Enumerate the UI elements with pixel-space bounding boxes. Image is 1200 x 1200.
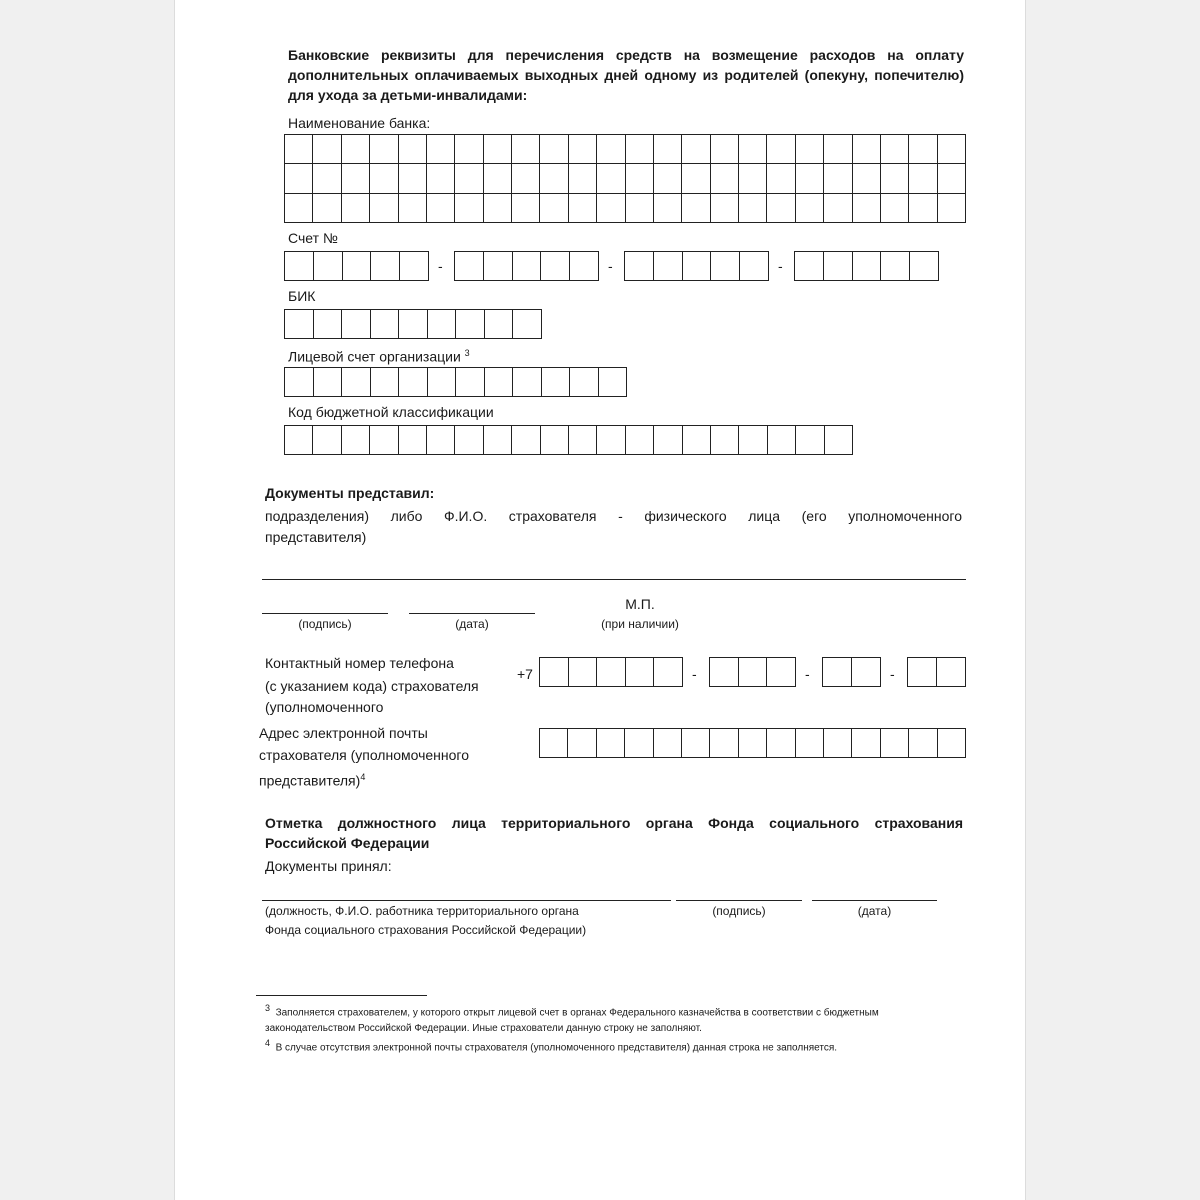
char-box[interactable]: [852, 658, 881, 687]
char-box[interactable]: [569, 194, 597, 223]
char-box[interactable]: [796, 426, 824, 455]
char-box[interactable]: [796, 135, 824, 164]
footnote-3: $^3$ Заполняется страхователем, у которого открыт лицевой счет в органах Федерального казначейства в соответствии с бюджетным законодательством Российской Федерации. Иные страхователи данную строку не заполняют.: [265, 1003, 879, 1035]
char-box[interactable]: [909, 135, 937, 164]
char-box[interactable]: [285, 164, 313, 193]
char-box[interactable]: [740, 252, 769, 281]
char-box[interactable]: [739, 194, 767, 223]
char-box[interactable]: [314, 310, 343, 339]
char-box[interactable]: [428, 310, 457, 339]
char-box[interactable]: [767, 658, 796, 687]
char-box[interactable]: [825, 426, 853, 455]
char-box[interactable]: [796, 729, 824, 758]
fss-signature-caption: (подпись): [712, 904, 766, 918]
char-box[interactable]: [654, 194, 682, 223]
char-box[interactable]: [654, 426, 682, 455]
char-box[interactable]: [455, 164, 483, 193]
char-box[interactable]: [626, 194, 654, 223]
account-dash-2: -: [608, 258, 613, 274]
char-box[interactable]: [370, 135, 398, 164]
char-box[interactable]: [625, 252, 654, 281]
char-box[interactable]: [512, 426, 540, 455]
submitter-signature-caption: (подпись): [298, 617, 352, 631]
char-box[interactable]: [682, 164, 710, 193]
fss-date-caption: (дата): [857, 904, 892, 918]
char-box[interactable]: [313, 135, 341, 164]
char-box[interactable]: [599, 368, 628, 397]
char-box[interactable]: [796, 194, 824, 223]
email-label-line-3: представителя)$^4$: [259, 772, 366, 789]
char-box[interactable]: [570, 368, 599, 397]
char-box[interactable]: [540, 164, 568, 193]
char-box[interactable]: [711, 164, 739, 193]
char-box[interactable]: [428, 368, 457, 397]
char-box[interactable]: [768, 426, 796, 455]
footnote-4-ref: 4: [360, 772, 366, 782]
account-dash-1: -: [438, 258, 443, 274]
char-box[interactable]: [683, 426, 711, 455]
char-box[interactable]: [540, 194, 568, 223]
char-box[interactable]: [399, 135, 427, 164]
char-box[interactable]: [400, 252, 429, 281]
char-box[interactable]: [285, 426, 313, 455]
char-box[interactable]: [371, 252, 400, 281]
char-box[interactable]: [285, 194, 313, 223]
char-box[interactable]: [853, 252, 882, 281]
char-box[interactable]: [767, 135, 795, 164]
char-box[interactable]: [569, 658, 598, 687]
char-box[interactable]: [370, 426, 398, 455]
char-box[interactable]: [881, 194, 909, 223]
fss-position-caption-2: Фонда социального страхования Российской Федерации): [265, 923, 587, 937]
email-label-line-2: страхователя (уполномоченного: [259, 747, 470, 763]
char-box[interactable]: [427, 164, 455, 193]
char-box[interactable]: [682, 135, 710, 164]
char-box[interactable]: [909, 729, 937, 758]
char-box[interactable]: [485, 368, 514, 397]
phone-dash-1: -: [692, 666, 697, 682]
email-grid[interactable]: [539, 728, 966, 758]
char-box[interactable]: [569, 426, 597, 455]
char-box[interactable]: [285, 368, 314, 397]
phone-part-1-grid[interactable]: [709, 657, 796, 687]
document-page: [175, 0, 1025, 1200]
char-box[interactable]: [399, 164, 427, 193]
char-box[interactable]: [824, 252, 853, 281]
char-box[interactable]: [824, 135, 852, 164]
char-box[interactable]: [513, 368, 542, 397]
char-box[interactable]: [711, 135, 739, 164]
char-box[interactable]: [626, 135, 654, 164]
phone-label-line-2: (с указанием кода) страхователя: [265, 678, 479, 694]
char-box[interactable]: [540, 135, 568, 164]
char-box[interactable]: [484, 194, 512, 223]
char-box[interactable]: [739, 426, 767, 455]
char-box[interactable]: [654, 658, 683, 687]
footnote-3-mark: 3: [265, 1003, 271, 1013]
char-box[interactable]: [455, 426, 483, 455]
bik-grid[interactable]: [284, 309, 542, 339]
char-box[interactable]: [484, 164, 512, 193]
char-box[interactable]: [484, 252, 513, 281]
char-box[interactable]: [881, 164, 909, 193]
char-box[interactable]: [767, 164, 795, 193]
char-box[interactable]: [314, 368, 343, 397]
char-box[interactable]: [824, 194, 852, 223]
char-box[interactable]: [285, 310, 314, 339]
char-box[interactable]: [597, 658, 626, 687]
char-box[interactable]: [570, 252, 599, 281]
char-box[interactable]: [342, 310, 371, 339]
bank-details-heading: Банковские реквизиты для перечисления средств на возмещение расходов на оплату дополнительных оплачиваемых выходных дней одному из родителей (опекуну, попечителю) для ухода за детьми-инвалидами:: [288, 47, 964, 103]
bank-name-label: Наименование банка:: [288, 115, 431, 131]
footnote-4-mark: 4: [265, 1038, 271, 1048]
char-box[interactable]: [313, 164, 341, 193]
char-box[interactable]: [342, 164, 370, 193]
char-box[interactable]: [767, 729, 795, 758]
char-box[interactable]: [285, 252, 314, 281]
stamp-label: М.П.: [625, 596, 655, 612]
char-box[interactable]: [711, 252, 740, 281]
char-box[interactable]: [484, 135, 512, 164]
char-box[interactable]: [853, 164, 881, 193]
phone-code-grid[interactable]: [539, 657, 683, 687]
email-label-line-1: Адрес электронной почты: [259, 725, 428, 741]
fss-signature-line[interactable]: [676, 900, 802, 901]
char-box[interactable]: [342, 135, 370, 164]
char-box[interactable]: [767, 194, 795, 223]
char-box[interactable]: [795, 252, 824, 281]
char-box[interactable]: [597, 194, 625, 223]
footnote-3-ref: 3: [464, 348, 470, 358]
char-box[interactable]: [313, 426, 341, 455]
char-box[interactable]: [626, 658, 655, 687]
char-box[interactable]: [371, 310, 400, 339]
char-box[interactable]: [541, 426, 569, 455]
personal-account-label: Лицевой счет организации $^3$: [288, 348, 470, 365]
char-box[interactable]: [823, 658, 852, 687]
char-box[interactable]: [739, 135, 767, 164]
account-number-group-3[interactable]: [624, 251, 769, 281]
phone-dash-2: -: [805, 666, 810, 682]
char-box[interactable]: [626, 426, 654, 455]
char-box[interactable]: [654, 135, 682, 164]
char-box[interactable]: [342, 194, 370, 223]
char-box[interactable]: [711, 194, 739, 223]
char-box[interactable]: [513, 252, 542, 281]
account-number-group-2[interactable]: [454, 251, 599, 281]
char-box[interactable]: [796, 164, 824, 193]
char-box[interactable]: [540, 729, 568, 758]
char-box[interactable]: [569, 164, 597, 193]
char-box[interactable]: [881, 135, 909, 164]
char-box[interactable]: [540, 658, 569, 687]
char-box[interactable]: [512, 164, 540, 193]
footnote-4: $^4$ В случае отсутствия электронной почты страхователя (уполномоченного представителя) данная строка не заполняется.: [265, 1038, 838, 1054]
char-box[interactable]: [512, 135, 540, 164]
char-box[interactable]: [342, 368, 371, 397]
phone-part-2-grid[interactable]: [822, 657, 881, 687]
char-box[interactable]: [597, 426, 625, 455]
phone-dash-3: -: [890, 666, 895, 682]
submitter-signature-line[interactable]: [262, 613, 388, 614]
bank-name-grid[interactable]: [284, 134, 966, 223]
char-box[interactable]: [597, 135, 625, 164]
char-box[interactable]: [654, 164, 682, 193]
personal-account-grid[interactable]: [284, 367, 627, 397]
char-box[interactable]: [654, 252, 683, 281]
char-box[interactable]: [625, 729, 653, 758]
phone-label-line-1: Контактный номер телефона: [265, 655, 454, 671]
budget-code-label: Код бюджетной классификации: [288, 404, 494, 420]
char-box[interactable]: [427, 194, 455, 223]
char-box[interactable]: [739, 164, 767, 193]
bik-label: БИК: [288, 288, 316, 304]
char-box[interactable]: [313, 194, 341, 223]
char-box[interactable]: [853, 135, 881, 164]
char-box[interactable]: [597, 729, 625, 758]
char-box[interactable]: [711, 426, 739, 455]
submitted-text-line-1: подразделения) либо Ф.И.О. страхователя - физического лица (его уполномоченного: [265, 508, 962, 524]
submitted-heading: Документы представил:: [265, 485, 435, 501]
char-box[interactable]: [938, 135, 966, 164]
fss-date-line[interactable]: [812, 900, 937, 901]
char-box[interactable]: [938, 164, 966, 193]
char-box[interactable]: [626, 164, 654, 193]
char-box[interactable]: [513, 310, 542, 339]
account-number-group-1[interactable]: [284, 251, 429, 281]
submitted-text-line-2: представителя): [265, 529, 367, 545]
char-box[interactable]: [710, 729, 738, 758]
char-box[interactable]: [910, 252, 939, 281]
char-box[interactable]: [456, 310, 485, 339]
account-number-group-4[interactable]: [794, 251, 939, 281]
char-box[interactable]: [427, 135, 455, 164]
char-box[interactable]: [314, 252, 343, 281]
char-box[interactable]: [569, 135, 597, 164]
submitter-name-line[interactable]: [262, 579, 966, 580]
phone-label-line-3: (уполномоченного: [265, 699, 384, 715]
char-box[interactable]: [370, 164, 398, 193]
account-dash-3: -: [778, 258, 783, 274]
char-box[interactable]: [853, 194, 881, 223]
char-box[interactable]: [399, 426, 427, 455]
char-box[interactable]: [455, 135, 483, 164]
char-box[interactable]: [682, 194, 710, 223]
char-box[interactable]: [455, 194, 483, 223]
documents-accepted-label: Документы принял:: [265, 858, 392, 874]
char-box[interactable]: [542, 368, 571, 397]
budget-code-grid[interactable]: [284, 425, 853, 455]
char-box[interactable]: [512, 194, 540, 223]
fss-heading: Отметка должностного лица территориального органа Фонда социального страхования Российской Федерации: [265, 815, 963, 851]
char-box[interactable]: [881, 252, 910, 281]
char-box[interactable]: [484, 426, 512, 455]
char-box[interactable]: [852, 729, 880, 758]
char-box[interactable]: [682, 729, 710, 758]
char-box[interactable]: [399, 310, 428, 339]
char-box[interactable]: [568, 729, 596, 758]
stamp-caption: (при наличии): [601, 617, 679, 631]
char-box[interactable]: [399, 368, 428, 397]
char-box[interactable]: [710, 658, 739, 687]
fss-position-caption-1: (должность, Ф.И.О. работника территориального органа: [265, 904, 579, 918]
char-box[interactable]: [427, 426, 455, 455]
fss-position-line[interactable]: [262, 900, 671, 901]
char-box[interactable]: [938, 729, 966, 758]
char-box[interactable]: [654, 729, 682, 758]
submitter-date-line[interactable]: [409, 613, 535, 614]
char-box[interactable]: [399, 194, 427, 223]
char-box[interactable]: [937, 658, 966, 687]
char-box[interactable]: [285, 135, 313, 164]
footnote-separator: [256, 995, 427, 996]
char-box[interactable]: [455, 252, 484, 281]
char-box[interactable]: [881, 729, 909, 758]
char-box[interactable]: [938, 194, 966, 223]
char-box[interactable]: [342, 426, 370, 455]
phone-prefix: +7: [517, 666, 533, 682]
char-box[interactable]: [370, 194, 398, 223]
account-number-label: Счет №: [288, 230, 338, 246]
char-box[interactable]: [908, 658, 937, 687]
char-box[interactable]: [824, 164, 852, 193]
char-box[interactable]: [343, 252, 372, 281]
char-box[interactable]: [739, 658, 768, 687]
char-box[interactable]: [739, 729, 767, 758]
char-box[interactable]: [909, 164, 937, 193]
submitter-date-caption: (дата): [455, 617, 489, 631]
phone-part-3-grid[interactable]: [907, 657, 966, 687]
char-box[interactable]: [909, 194, 937, 223]
char-box[interactable]: [371, 368, 400, 397]
char-box[interactable]: [541, 252, 570, 281]
char-box[interactable]: [683, 252, 712, 281]
char-box[interactable]: [456, 368, 485, 397]
char-box[interactable]: [597, 164, 625, 193]
char-box[interactable]: [485, 310, 514, 339]
char-box[interactable]: [824, 729, 852, 758]
